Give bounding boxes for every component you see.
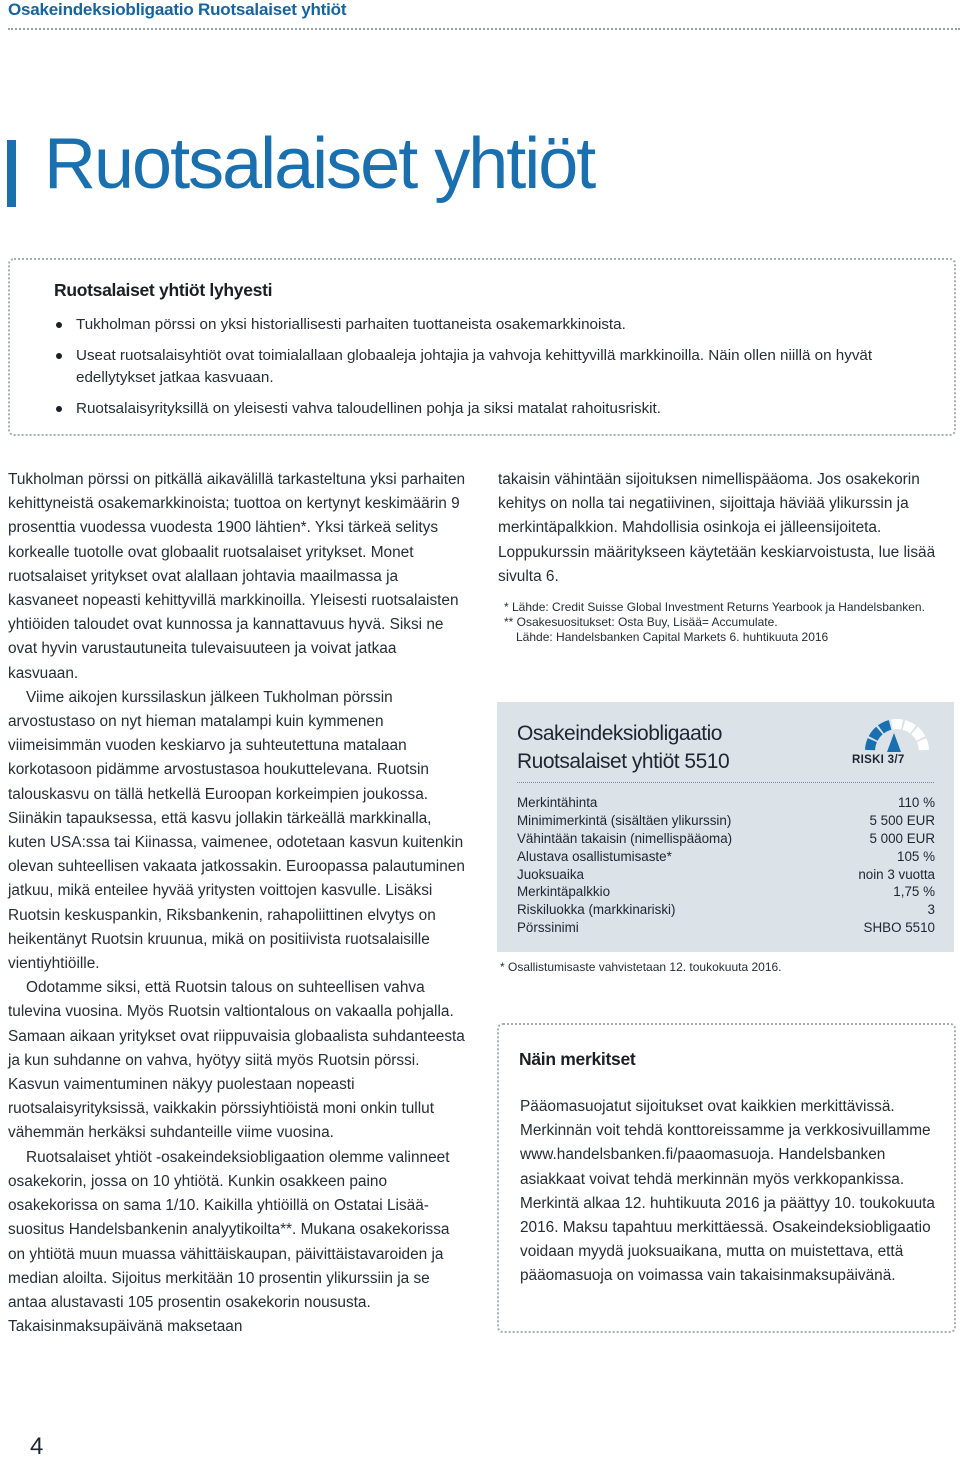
- footnotes: [500, 600, 955, 645]
- product-fact-label: Juoksuaika: [517, 866, 584, 882]
- product-title: [517, 720, 729, 776]
- risk-label: RISKI 3/7: [852, 754, 905, 766]
- product-fact-label: Merkintäpalkkio: [517, 884, 611, 900]
- product-fact-row: [517, 830, 935, 848]
- footnote: * Lähde: Credit Suisse Global Investment Returns Yearbook ja Handelsbanken.: [504, 600, 925, 614]
- how-to-subscribe-text: Pääomasuojatut sijoitukset ovat kaikkien merkittävissä. Merkinnän voit tehdä konttoreissamme ja verkkosivuillamme www.handelsbanken.fi/paaomasuoja. Handelsbanken asiakkaat voivat tehdä merkinnän myös verkkopankissa. Merkintä alkaa 12. huhtikuuta 2016 ja päättyy 10. toukokuuta 2016. Maksu tapahtuu merkittäessä. Osakeindeksiobligaatio voidaan myydä juoksuaikana, mutta on muistettava, että pääomasuoja on voimassa vain takaisinmaksupäivänä.: [520, 1098, 935, 1285]
- product-title-line: Ruotsalaiset yhtiöt 5510: [517, 750, 730, 773]
- summary-item: Useat ruotsalaisyhtiöt ovat toimialallaan globaaleja johtajia ja vahvoja kehittyvillä markkinoilla. Näin ollen niillä on hyvät edellytykset jatkaa kasvuaan.: [54, 345, 934, 389]
- body-paragraph: Odotamme siksi, että Ruotsin talous on suhteellisen vahva tulevina vuosina. Myös Ruotsin valtiontalous on vakaalla pohjalla. Samaan aikaan yritykset ovat riippuvaisia globaalista suhdanteesta ja kun suhdanne on vahva, hyötyy siitä myös Ruotsin pörssi. Kasvun vaimentuminen näkyy puolestaan nopeasti ruotsalaisyrityksissä, vaikkakin pörssiyhtiöistä moni onkin tullut vähemmän herkäksi suhdanteille viime vuosina.: [8, 979, 465, 1142]
- page-title: Ruotsalaiset yhtiöt: [44, 124, 595, 204]
- product-fact-value: 1,75 %: [893, 884, 935, 900]
- risk-gauge-segment: [917, 738, 929, 750]
- risk-gauge-needle: [887, 733, 901, 752]
- body-paragraph: Ruotsalaiset yhtiöt -osakeindeksiobligaation olemme valinneet osakekorin, jossa on 10 yhtiötä. Kunkin osakkeen paino osakekorissa on sama 1/10. Kaikilla yhtiöillä on Ostatai Lisää-suositus Handelsbankenin analyytikoilta**. Mukana osakekorissa on yhtiötä muun muassa vähittäiskaupan, päivittäistavaroiden ja median aloilta. Sijoitus merkitään 10 prosentin ylikurssiin ja se antaa alustavasti 105 prosentin osakekorin noususta. Takaisinmaksupäivänä maksetaan: [8, 1148, 450, 1336]
- product-fact-value: 5 000 EUR: [869, 830, 935, 846]
- risk-gauge-segment: [891, 719, 903, 729]
- product-fact-label: Pörssinimi: [517, 919, 579, 935]
- body-paragraph: Viime aikojen kurssilaskun jälkeen Tukholman pörssin arvostustaso on nyt hieman matalampi kuin kymmenen viimeisimmän vuoden keskiarvo ja suhteutettuna matalaan korkotasoon pidämme arvostustasoa houkuttelevana. Ruotsin talouskasvu on tällä hetkellä Euroopan korkeimpien joukossa. Siinäkin tapauksessa, että kasvu jollakin tärkeällä markkinalla, kuten USA:ssa tai Kiinassa, vaimenee, odotetaan kasvun kuitenkin olevan suhteellisen vakaata jatkossakin. Euroopassa palautuminen jatkuu, mikä enteilee hyvää yritysten voittojen kasvulle. Lisäksi Ruotsin keskuspankin, Riksbankenin, rahapoliittinen elvytys on heikentänyt Ruotsin kruunua, mikä on positiivista ruotsalaisille vientiyhtiöille.: [8, 688, 465, 973]
- product-fact-row: [517, 847, 935, 865]
- product-fact-row: [517, 794, 935, 812]
- summary-title: Ruotsalaiset yhtiöt lyhyesti: [54, 280, 273, 300]
- body-column-right: [498, 468, 950, 589]
- page-number: 4: [30, 1433, 44, 1460]
- product-fact-row: [517, 901, 935, 919]
- product-fact-label: Vähintään takaisin (nimellispääoma): [517, 830, 733, 846]
- product-fact-label: Minimimerkintä (sisältäen ylikurssin): [517, 813, 732, 829]
- product-fact-label: Riskiluokka (markkinariski): [517, 902, 676, 918]
- body-paragraph: takaisin vähintään sijoituksen nimellispääoma. Jos osakekorin kehitys on nolla tai negatiivinen, sijoittaja häviää ylikurssin ja merkintäpalkkion. Mahdollisia osinkoja ei jälleensijoiteta. Loppukurssin määritykseen käytetään keskiarvoistusta, lue lisää sivulta 6.: [498, 471, 936, 585]
- title-accent-bar: [7, 140, 16, 207]
- footnote: ** Osakesuositukset: Osta Buy, Lisää= Accumulate.: [504, 615, 778, 629]
- product-fact-value: noin 3 vuotta: [858, 866, 935, 882]
- how-to-subscribe-title: Näin merkitset: [519, 1049, 636, 1069]
- how-to-subscribe-box: [497, 1023, 956, 1333]
- risk-gauge-icon: [865, 715, 929, 755]
- product-fact-label: Merkintähinta: [517, 795, 598, 811]
- summary-box: [8, 258, 956, 436]
- summary-item: Tukholman pörssi on yksi historiallisesti parhaiten tuottaneista osakemarkkinoista.: [54, 314, 934, 336]
- summary-list: [54, 314, 934, 429]
- running-header: Osakeindeksiobligaatio Ruotsalaiset yhtiöt: [8, 0, 347, 19]
- product-fact-row: [517, 919, 935, 937]
- product-fact-value: 5 500 EUR: [869, 813, 935, 829]
- footnote: Lähde: Handelsbanken Capital Markets 6. huhtikuuta 2016: [516, 630, 829, 644]
- product-fact-value: 3: [927, 902, 935, 918]
- product-fact-label: Alustava osallistumisaste*: [517, 848, 672, 864]
- product-fact-value: SHBO 5510: [863, 919, 935, 935]
- product-title-line: Osakeindeksiobligaatio: [517, 722, 722, 745]
- product-fact-row: [517, 883, 935, 901]
- body-paragraph: Tukholman pörssi on pitkällä aikavälillä tarkasteltuna yksi parhaiten kehittyneistä osakemarkkinoista; tuottoa on kertynyt keskimäärin 9 prosenttia vuodessa vuodesta 1900 lähtien*. Yksi tärkeä selitys korkealle tuotolle ovat globaalit ruotsalaiset yritykset. Monet ruotsalaiset yritykset ovat alallaan johtavia maailmassa ja kasvaneet nopeasti kehittyvillä markkinoilla. Yleisesti ruotsalaisten yhtiöiden taloudet ovat kunnossa ja kannattavuus hyvä. Siksi ne ovat hyvin varustautuneita tulevaisuuteen ja voivat jatkaa kasvuaan.: [8, 471, 466, 682]
- summary-item: Ruotsalaisyrityksillä on yleisesti vahva taloudellinen pohja ja siksi matalat rahoitusriskit.: [54, 398, 934, 420]
- product-fact-value: 110 %: [898, 795, 935, 811]
- product-divider: [517, 782, 934, 783]
- product-fact-row: [517, 865, 935, 883]
- body-column-left: [8, 468, 466, 1339]
- product-info-box: [497, 702, 954, 952]
- header-divider: [8, 28, 960, 30]
- product-footnote: * Osallistumisaste vahvistetaan 12. toukokuuta 2016.: [500, 960, 782, 974]
- product-facts-table: [517, 794, 935, 936]
- product-fact-value: 105 %: [897, 848, 935, 864]
- risk-gauge-segment: [865, 738, 877, 750]
- product-fact-row: [517, 812, 935, 830]
